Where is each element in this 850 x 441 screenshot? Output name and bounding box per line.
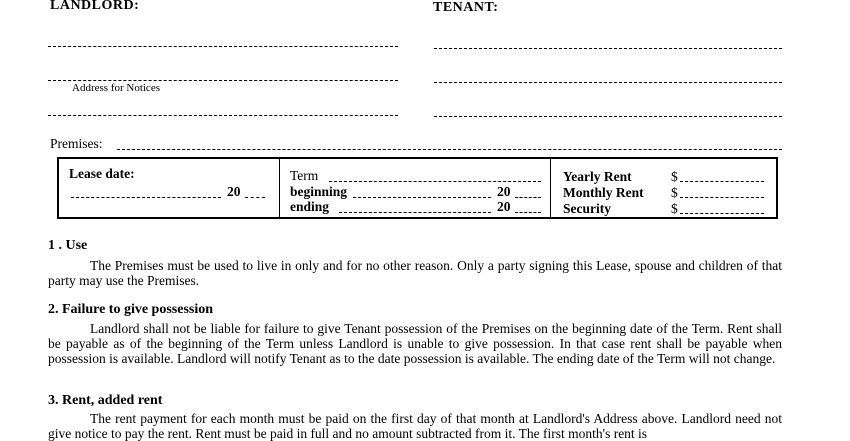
beginning-label: beginning — [290, 184, 348, 199]
beginning-year-line[interactable] — [515, 197, 541, 198]
security-label: Security — [563, 201, 611, 216]
ending-year-line[interactable] — [515, 212, 541, 213]
security-currency: $ — [671, 201, 678, 216]
premises-label: Premises: — [50, 136, 103, 151]
section-1-body: The Premises must be used to live in only and for no other reason. Only a party signing this Lease, spouse and children of that party may use the Premises. — [48, 258, 782, 288]
lease-date-year-line[interactable] — [245, 197, 265, 198]
tenant-address-line[interactable] — [434, 82, 782, 83]
ending-label: ending — [290, 199, 330, 214]
monthly-rent-label: Monthly Rent — [563, 185, 644, 200]
section-2-heading: 2. Failure to give possession — [48, 302, 214, 317]
yearly-rent-line[interactable] — [680, 181, 764, 182]
lease-date-year-prefix: 20 — [227, 184, 241, 199]
landlord-label: LANDLORD: — [50, 0, 140, 13]
monthly-rent-line[interactable] — [680, 197, 764, 198]
landlord-name-line[interactable] — [48, 46, 398, 47]
yearly-rent-label: Yearly Rent — [563, 169, 632, 184]
box-divider-1 — [279, 159, 280, 217]
section-1-heading: 1 . Use — [48, 238, 88, 253]
section-2-body: Landlord shall not be liable for failure to give Tenant possession of the Premises on the beginning date of the Term. Rent shall be payable as of the beginning of the Term unless Landlord is unable to give possession. In that case rent shall be payable when possession is available. Landlord will notify Tenant as to the date possession is available. The ending date of the Term will not change. — [48, 321, 782, 366]
beginning-year-prefix: 20 — [497, 184, 511, 199]
yearly-rent-currency: $ — [671, 169, 678, 184]
box-divider-2 — [550, 159, 551, 217]
section-3-heading: 3. Rent, added rent — [48, 393, 163, 408]
address-for-notices-label: Address for Notices — [72, 82, 160, 94]
lease-date-line[interactable] — [71, 197, 221, 198]
tenant-name-line[interactable] — [434, 48, 782, 49]
ending-year-prefix: 20 — [497, 199, 511, 214]
monthly-rent-currency: $ — [671, 185, 678, 200]
lease-date-label: Lease date: — [69, 166, 135, 181]
ending-date-line[interactable] — [339, 212, 491, 213]
landlord-address-line-2[interactable] — [48, 115, 398, 116]
tenant-label: TENANT: — [433, 0, 499, 15]
term-label: Term — [290, 168, 319, 183]
landlord-address-line[interactable] — [48, 80, 398, 81]
beginning-date-line[interactable] — [353, 197, 491, 198]
security-line[interactable] — [680, 213, 764, 214]
lease-terms-box — [57, 157, 778, 219]
section-3-body: The rent payment for each month must be paid on the first day of that month at Landlord's Address above. Landlord need not give notice to pay the rent. Rent must be paid in full and no amount subtracted from it. The first month's rent is — [48, 411, 782, 441]
premises-line[interactable] — [117, 149, 782, 150]
tenant-address-line-2[interactable] — [434, 116, 782, 117]
term-line[interactable] — [329, 181, 541, 182]
